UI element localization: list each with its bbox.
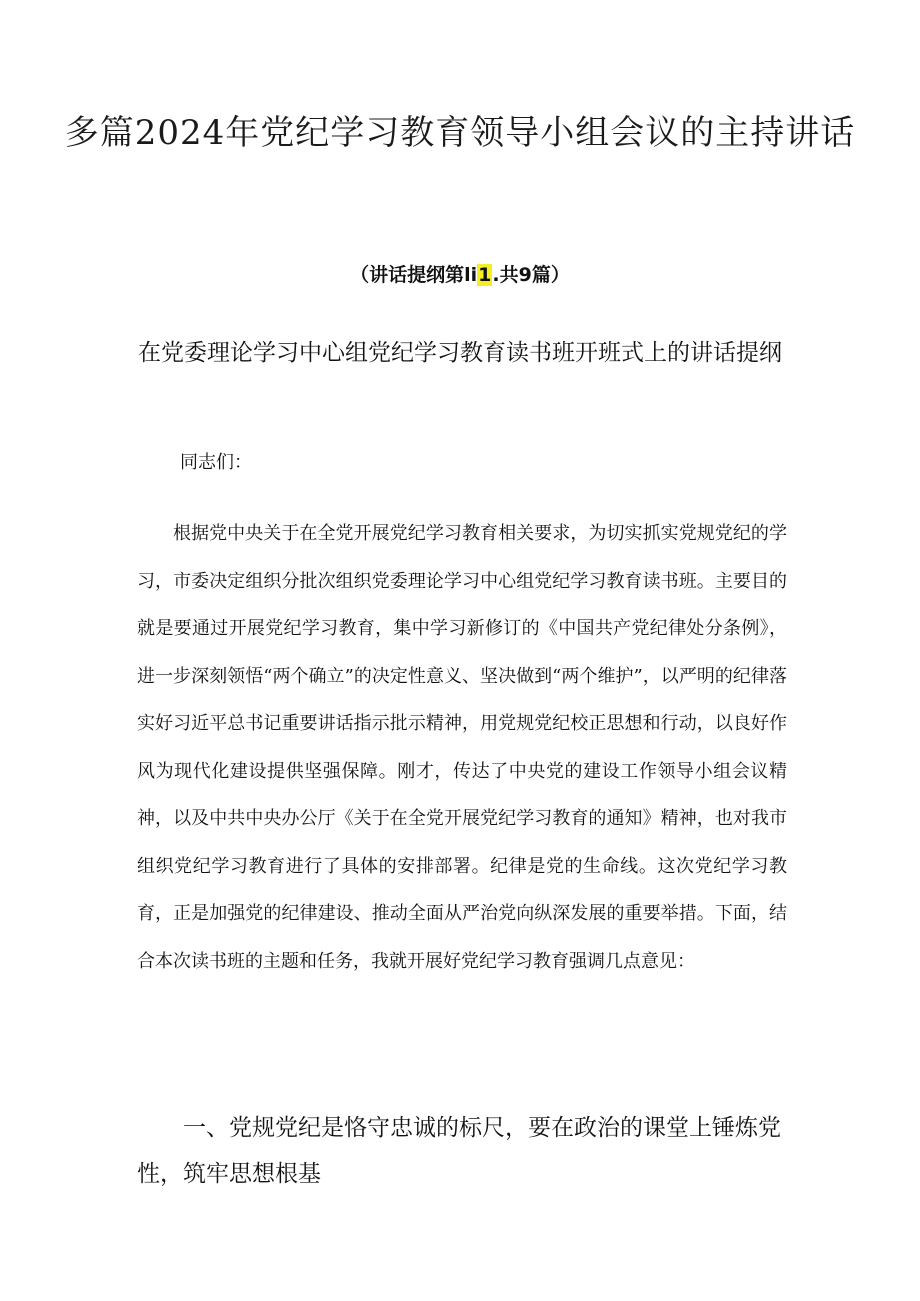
section-title <box>60 330 860 376</box>
greeting: 同志们： <box>180 452 252 473</box>
body-paragraph: 根据党中央关于在全党开展党纪学习教育相关要求，为切实抓实党规党纪的学习，市委决定组织分批次组织党委理论学习中心组党纪学习教育读书班。主要目的就是要通过开展党纪学习教育，集中学习新修订的《中国共产党纪律处分条例》，进一步深刻领悟“两个确立”的决定性意义、坚决做到“两个维护”，以严明的纪律落实好习近平总书记重要讲话指示批示精神，用党规党纪校正思想和行动，以良好作风为现代化建设提供坚强保障。刚才，传达了中央党的建设工作领导小组会议精神，以及中共中央办公厅《关于在全党开展党纪学习教育的通知》精神，也对我市组织党纪学习教育进行了具体的安排部署。纪律是党的生命线。这次党纪学习教育，正是加强党的纪律建设、推动全面从严治党向纵深发展的重要举措。下面，结合本次读书班的主题和任务，我就开展好党纪学习教育强调几点意见： <box>137 523 787 972</box>
subtitle-highlight: 1 <box>478 264 492 286</box>
document-subtitle <box>60 258 860 292</box>
subtitle-text-before: （讲话提纲第li <box>350 264 478 286</box>
document-title-text: 多篇2024年党纪学习教育领导小组会议的主持讲话 <box>64 113 856 153</box>
subtitle-text-after: .共9篇） <box>492 264 570 286</box>
section-title-text: 在党委理论学习中心组党纪学习教育读书班开班式上的讲话提纲 <box>138 340 782 366</box>
document-title <box>60 104 860 162</box>
section-heading-one: 一、党规党纪是恪守忠诚的标尺，要在政治的课堂上锤炼党性，筑牢思想根基 <box>137 1115 781 1187</box>
